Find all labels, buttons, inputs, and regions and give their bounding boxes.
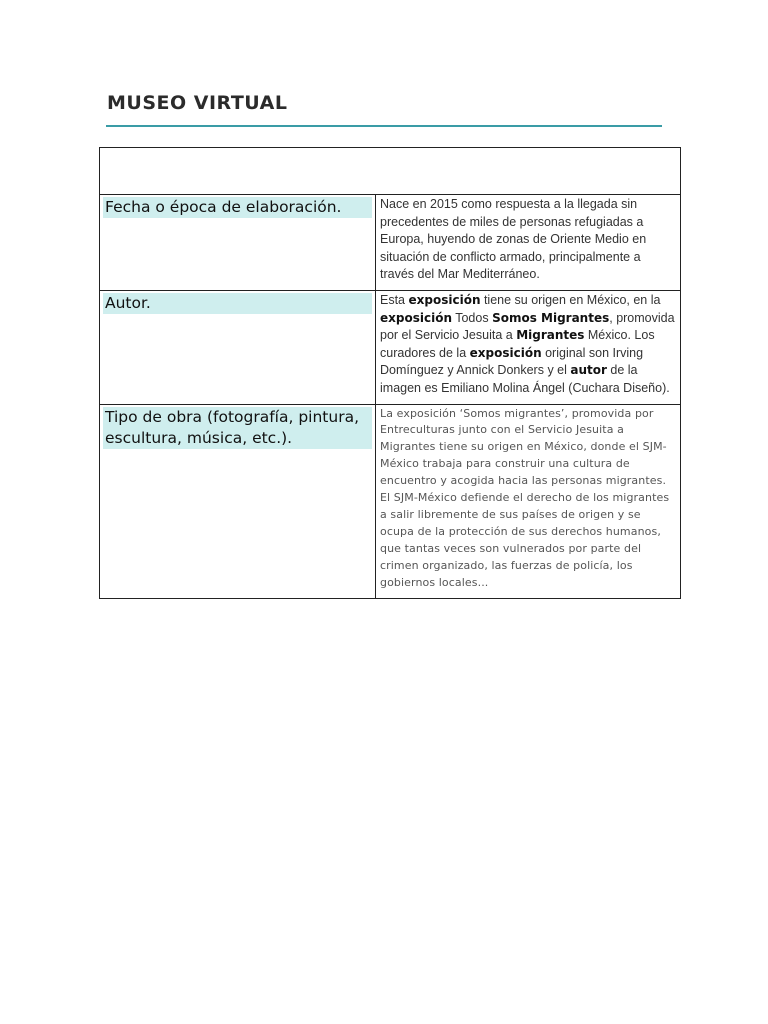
table-row-date <box>100 195 681 291</box>
table-header-cell <box>100 148 681 195</box>
row-value-cell <box>376 404 681 598</box>
row-value-cell <box>376 195 681 291</box>
artwork-info-table <box>99 147 681 599</box>
text-run: Esta <box>380 292 409 307</box>
bold-term: Migrantes <box>516 328 585 343</box>
page-title: MUSEO VIRTUAL <box>107 92 288 114</box>
row-value-cell <box>376 290 681 404</box>
title-divider <box>106 125 662 127</box>
table-header-row <box>100 148 681 195</box>
bold-term: exposición <box>408 292 481 307</box>
row-value <box>380 292 678 398</box>
text-run: , promovida por el Servicio Jesuita a <box>380 310 675 343</box>
bold-term: exposición <box>380 310 452 325</box>
text-run: de la imagen es Emiliano Molina Ángel (Cuchara Diseño). <box>380 363 670 395</box>
row-label: Fecha o época de elaboración. <box>103 197 372 218</box>
bold-term: exposición <box>469 345 542 360</box>
table-row-type <box>100 404 681 598</box>
bold-term: Somos Migrantes <box>492 310 610 325</box>
text-run: México. Los curadores de la <box>380 328 655 360</box>
row-label-cell <box>100 195 376 291</box>
text-run: tiene su origen en México, en la <box>480 292 661 307</box>
text-run: Todos <box>451 310 493 325</box>
text-run: original son Irving Domínguez y Annick Donkers y el <box>380 345 644 378</box>
row-label-cell <box>100 290 376 404</box>
row-label: Tipo de obra (fotografía, pintura, escultura, música, etc.). <box>103 407 372 449</box>
row-label-cell <box>100 404 376 598</box>
row-value: La exposición ‘Somos migrantes’, promovida por Entreculturas junto con el Servicio Jesuita a Migrantes tiene su origen en México, donde el SJM-México trabaja para construir una cultura de encuentro y acogida hacia las personas migrantes. El SJM-México defiende el derecho de los migrantes a salir libremente de sus países de origen y se ocupa de la protección de sus derechos humanos, que tantas veces son vulnerados por parte del crimen organizado, las fuerzas de policía, los gobiernos locales... <box>380 406 670 589</box>
bold-term: autor <box>570 363 607 378</box>
row-value: Nace en 2015 como respuesta a la llegada sin precedentes de miles de personas refugiadas a Europa, huyendo de zonas de Oriente Medio en situación de conflicto armado, principalmente a través del Mar Mediterráneo. <box>380 197 647 282</box>
row-label: Autor. <box>103 293 372 314</box>
table-row-author <box>100 290 681 404</box>
